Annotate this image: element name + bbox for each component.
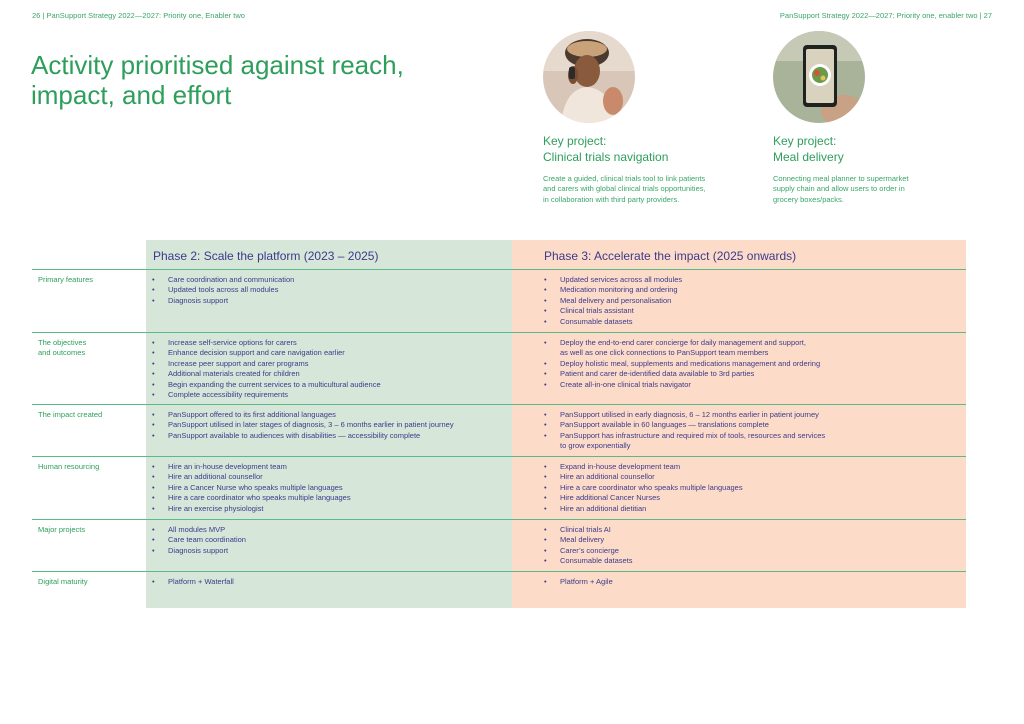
- bullet-item: • Expand in-house development team: [544, 462, 944, 472]
- table-row: [32, 571, 966, 586]
- key-project-description: Connecting meal planner to supermarket supply chain and allow users to order in grocery boxes/packs.: [773, 174, 909, 204]
- phase-3-bullet-list: [544, 462, 944, 514]
- bullet-item: • Enhance decision support and care navigation earlier: [152, 348, 502, 358]
- key-project-name: Clinical trials navigation: [543, 150, 669, 164]
- bullet-item: • Hire an additional counsellor: [544, 472, 944, 482]
- key-project-label: Key project:: [543, 134, 607, 148]
- phase-2-bullet-list: [152, 275, 502, 306]
- bullet-item: • Deploy holistic meal, supplements and medications management and ordering: [544, 359, 944, 369]
- phase-3-bullet-list: [544, 275, 944, 327]
- bullet-item: • Carer’s concierge: [544, 546, 944, 556]
- phase-3-bullet-list: [544, 577, 944, 587]
- bullet-item: • Updated services across all modules: [544, 275, 944, 285]
- key-project-name: Meal delivery: [773, 150, 844, 164]
- bullet-item: • PanSupport offered to its first additional languages: [152, 410, 502, 420]
- bullet-item: • Consumable datasets: [544, 556, 944, 566]
- meal-on-phone-photo: [773, 31, 865, 123]
- row-label: Major projects: [38, 525, 86, 534]
- phase-2-bullet-list: [152, 525, 502, 556]
- bullet-item: • Meal delivery and personalisation: [544, 296, 944, 306]
- bullet-item: • All modules MVP: [152, 525, 502, 535]
- bullet-item: • Hire additional Cancer Nurses: [544, 493, 944, 503]
- row-label: Digital maturity: [38, 577, 88, 586]
- bullet-item: • PanSupport available to audiences with disabilities — accessibility complete: [152, 431, 502, 441]
- table-row: [32, 332, 966, 400]
- bullet-item: • Deploy the end-to-end carer concierge for daily management and support, as well as one click connections to PanSupport team members: [544, 338, 944, 359]
- bullet-item: • Hire a care coordinator who speaks multiple languages: [544, 483, 944, 493]
- woman-on-phone-photo: [543, 31, 635, 123]
- bullet-item: • Increase self-service options for carers: [152, 338, 502, 348]
- bullet-item: • Patient and carer de-identified data available to 3rd parties: [544, 369, 944, 379]
- bullet-item: • Complete accessibility requirements: [152, 390, 502, 400]
- table-row: [32, 404, 966, 451]
- bullet-item: • PanSupport has infrastructure and required mix of tools, resources and services to grow exponentially: [544, 431, 944, 452]
- phase-3-bullet-list: [544, 525, 944, 567]
- table-row: [32, 269, 966, 326]
- phase-2-bullet-list: [152, 577, 502, 587]
- phase-3-bullet-list: [544, 338, 944, 390]
- bullet-item: • Updated tools across all modules: [152, 285, 502, 295]
- table-row: [32, 456, 966, 513]
- key-project-description: Create a guided, clinical trials tool to link patients and carers with global clinical trials opportunities, in collaboration with third party providers.: [543, 174, 706, 204]
- bullet-item: • Clinical trials AI: [544, 525, 944, 535]
- row-label: The objectives and outcomes: [38, 338, 87, 358]
- bullet-item: • Diagnosis support: [152, 296, 502, 306]
- bullet-item: • PanSupport utilised in early diagnosis, 6 – 12 months earlier in patient journey: [544, 410, 944, 420]
- phase-2-bullet-list: [152, 338, 502, 400]
- bullet-item: • Care team coordination: [152, 535, 502, 545]
- row-label: The impact created: [38, 410, 103, 419]
- bullet-item: • Consumable datasets: [544, 317, 944, 327]
- table-row: [32, 519, 966, 566]
- bullet-item: • Care coordination and communication: [152, 275, 502, 285]
- bullet-item: • Platform + Waterfall: [152, 577, 502, 587]
- phase-2-heading: Phase 2: Scale the platform (2023 – 2025): [153, 249, 379, 263]
- bullet-item: • Diagnosis support: [152, 546, 502, 556]
- key-project-meal-delivery: [773, 133, 973, 205]
- phase-3-heading: Phase 3: Accelerate the impact (2025 onwards): [544, 249, 797, 263]
- key-project-clinical-trials: [543, 133, 743, 205]
- bullet-item: • Increase peer support and carer programs: [152, 359, 502, 369]
- bullet-item: • Create all-in-one clinical trials navigator: [544, 380, 944, 390]
- bullet-item: • PanSupport available in 60 languages — translations complete: [544, 420, 944, 430]
- bullet-item: • Platform + Agile: [544, 577, 944, 587]
- bullet-item: • Clinical trials assistant: [544, 306, 944, 316]
- bullet-item: • Additional materials created for children: [152, 369, 502, 379]
- bullet-item: • Hire a Cancer Nurse who speaks multiple languages: [152, 483, 502, 493]
- bullet-item: • Hire a care coordinator who speaks multiple languages: [152, 493, 502, 503]
- bullet-item: • Medication monitoring and ordering: [544, 285, 944, 295]
- row-label: Human resourcing: [38, 462, 100, 471]
- bullet-item: • PanSupport utilised in later stages of diagnosis, 3 – 6 months earlier in patient journey: [152, 420, 502, 430]
- page-header-left: 26 | PanSupport Strategy 2022—2027: Priority one, Enabler two: [32, 11, 245, 20]
- bullet-item: • Hire an additional counsellor: [152, 472, 502, 482]
- bullet-item: • Meal delivery: [544, 535, 944, 545]
- phase-2-bullet-list: [152, 410, 502, 441]
- phase-2-bullet-list: [152, 462, 502, 514]
- bullet-item: • Hire an additional dietitian: [544, 504, 944, 514]
- page-title: Activity prioritised against reach, impact, and effort: [31, 50, 404, 110]
- bullet-item: • Begin expanding the current services to a multicultural audience: [152, 380, 502, 390]
- row-label: Primary features: [38, 275, 94, 284]
- phase-3-bullet-list: [544, 410, 944, 452]
- key-project-label: Key project:: [773, 134, 837, 148]
- bullet-item: • Hire an in-house development team: [152, 462, 502, 472]
- bullet-item: • Hire an exercise physiologist: [152, 504, 502, 514]
- page-header-right: PanSupport Strategy 2022—2027: Priority one, enabler two | 27: [779, 11, 992, 20]
